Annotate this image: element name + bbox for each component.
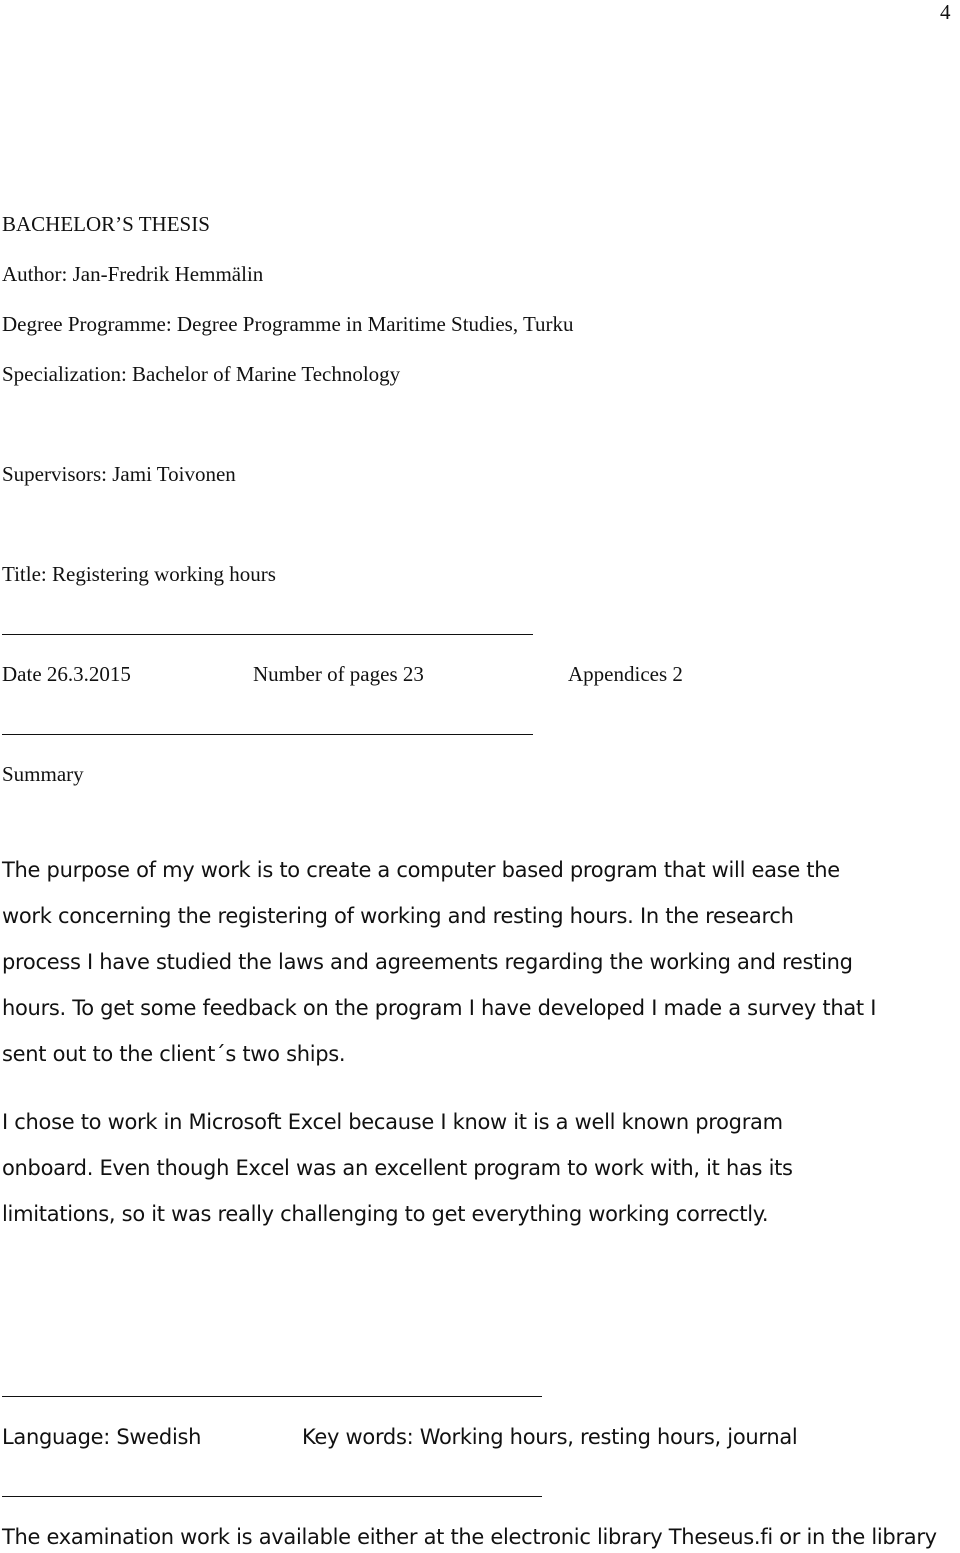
keywords-field: Key words: Working hours, resting hours, journal — [302, 1425, 798, 1449]
summary-text-line: work concerning the registering of working and resting hours. In the research — [2, 904, 794, 928]
degree-programme-line: Degree Programme: Degree Programme in Maritime Studies, Turku — [2, 312, 574, 336]
summary-text-line: I chose to work in Microsoft Excel because I know it is a well known program — [2, 1110, 783, 1134]
pages-field: Number of pages 23 — [253, 662, 424, 686]
supervisors-line: Supervisors: Jami Toivonen — [2, 462, 236, 486]
thesis-heading: BACHELOR’S THESIS — [2, 212, 210, 236]
divider-rule — [2, 1496, 542, 1497]
divider-rule — [2, 734, 533, 735]
availability-note: The examination work is available either at the electronic library Theseus.fi or in the library — [2, 1525, 937, 1549]
summary-text-line: onboard. Even though Excel was an excellent program to work with, it has its — [2, 1156, 793, 1180]
title-line: Title: Registering working hours — [2, 562, 276, 586]
author-line: Author: Jan-Fredrik Hemmälin — [2, 262, 264, 286]
specialization-line: Specialization: Bachelor of Marine Technology — [2, 362, 401, 386]
summary-text-line: hours. To get some feedback on the program I have developed I made a survey that I — [2, 996, 877, 1020]
summary-text-line: process I have studied the laws and agreements regarding the working and resting — [2, 950, 853, 974]
summary-text-line: sent out to the client´s two ships. — [2, 1042, 346, 1066]
page-number: 4 — [940, 0, 951, 24]
summary-text-line: The purpose of my work is to create a computer based program that will ease the — [2, 858, 840, 882]
appendices-field: Appendices 2 — [568, 662, 683, 686]
summary-text-line: limitations, so it was really challenging to get everything working correctly. — [2, 1202, 769, 1226]
summary-label: Summary — [2, 762, 84, 786]
divider-rule — [2, 1396, 542, 1397]
date-field: Date 26.3.2015 — [2, 662, 131, 686]
language-field: Language: Swedish — [2, 1425, 202, 1449]
divider-rule — [2, 634, 533, 635]
